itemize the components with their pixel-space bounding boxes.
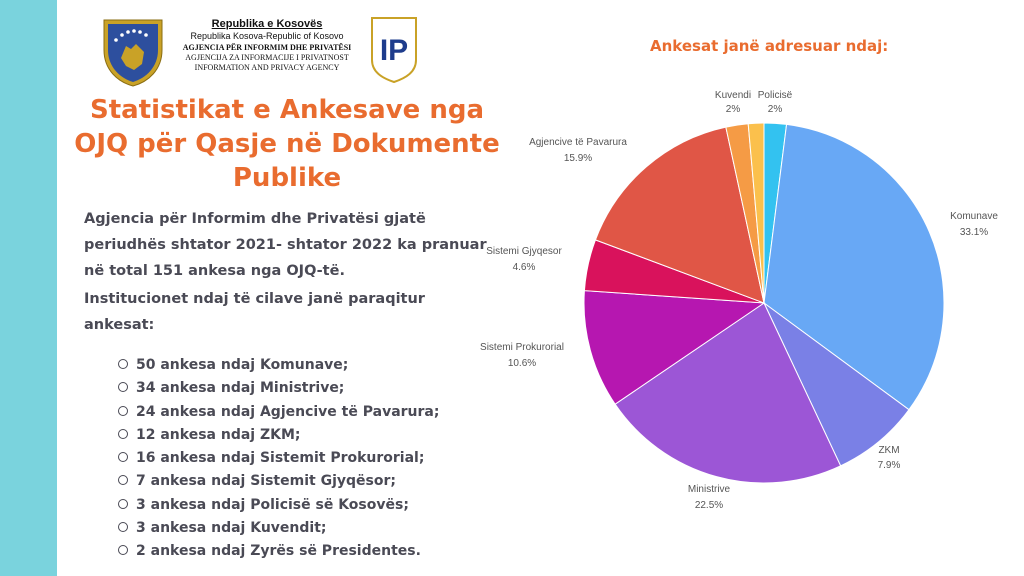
slice-label: Policisë [757, 90, 793, 101]
list-item: 7 ankesa ndaj Sistemit Gjyqësor; [118, 470, 439, 493]
header-agency-serbian: AGJENCIJA ZA INFORMACIJE I PRIVATNOST [185, 53, 349, 62]
list-item: 12 ankesa ndaj ZKM; [118, 424, 439, 447]
list-item: 24 ankesa ndaj Agjencive të Pavarura; [118, 401, 439, 424]
header-agency-albanian: AGJENCIA PËR INFORMIM DHE PRIVATËSI [182, 43, 352, 52]
slice-percent-label: 2% [767, 104, 783, 115]
list-item: 3 ankesa ndaj Policisë së Kosovës; [118, 494, 439, 517]
slice-percent-label: 4.6% [512, 262, 536, 273]
header-agency-english: INFORMATION AND PRIVACY AGENCY [194, 63, 340, 72]
slice-percent-label: 15.9% [563, 153, 593, 164]
slice-label: Ministrive [687, 484, 731, 495]
list-item: 16 ankesa ndaj Sistemit Prokurorial; [118, 447, 439, 470]
page-title: Statistikat e Ankesave nga OJQ për Qasje në Dokumente Publike [74, 95, 500, 193]
chart-title: Ankesat janë adresuar ndaj: [650, 37, 889, 55]
header-republic-translations: Republika Kosova-Republic of Kosovo [190, 31, 344, 41]
header-republic: Republika e Kosovës [211, 18, 323, 30]
slice-label: Sistemi Prokurorial [480, 342, 564, 353]
list-item: 50 ankesa ndaj Komunave; [118, 354, 439, 377]
slice-percent-label: 10.6% [507, 358, 537, 369]
list-item: 34 ankesa ndaj Ministrive; [118, 377, 439, 400]
slice-label: Agjencive të Pavarura [529, 137, 627, 148]
slice-label: Kuvendi [714, 90, 752, 101]
slice-percent-label: 7.9% [877, 460, 901, 471]
slice-label: Komunave [950, 211, 998, 222]
slice-percent-label: 22.5% [694, 500, 724, 511]
list-item: 3 ankesa ndaj Kuvendit; [118, 517, 439, 540]
slice-label: Sistemi Gjyqesor [486, 246, 562, 257]
list-item: 2 ankesa ndaj Zyrës së Presidentes. [118, 540, 439, 563]
intro-paragraph: Agjencia për Informim dhe Privatësi gjatë periudhës shtator 2021- shtator 2022 ka pranuar në total 151 ankesa nga OJQ-të. [84, 211, 487, 279]
institutions-intro: Institucionet ndaj të cilave janë paraqitur ankesat: [84, 291, 425, 333]
ip-logo-letters: IP [379, 34, 409, 67]
slice-percent-label: 33.1% [959, 227, 989, 238]
slice-label: ZKM [878, 445, 900, 456]
slice-percent-label: 2% [725, 104, 741, 115]
